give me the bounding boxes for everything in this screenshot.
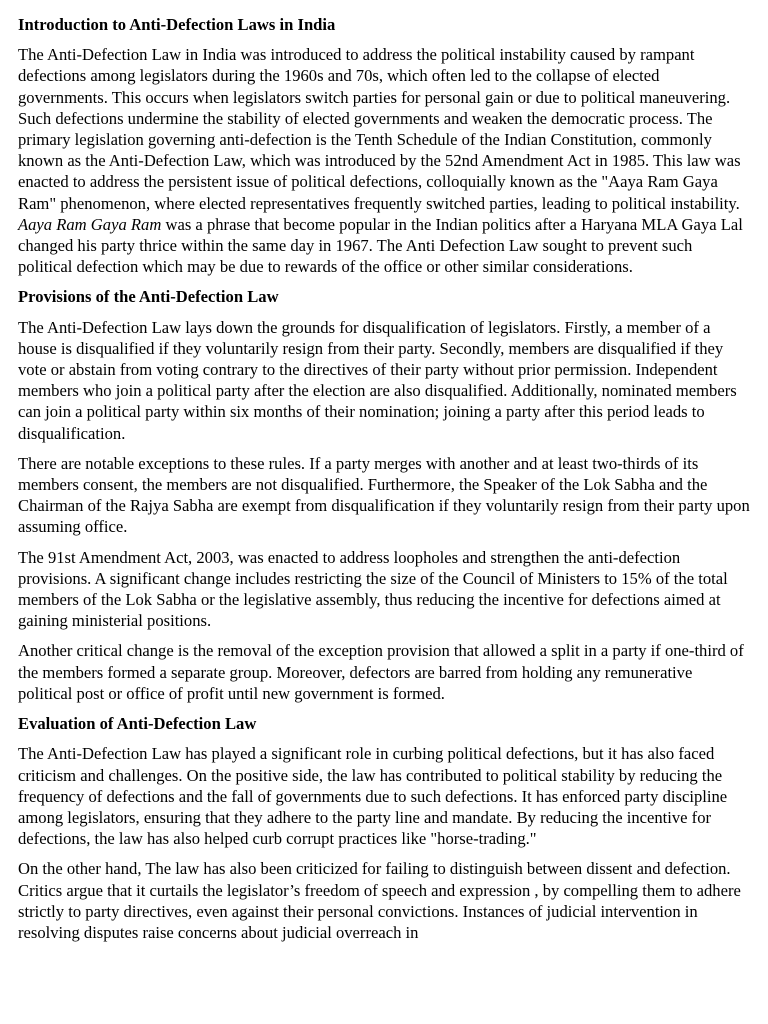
introduction-text-part-2: was a phrase that become popular in the Indian politics after a Haryana MLA Gaya Lal changed his party thrice within the same day in 1967. The Anti Defection Law sought to prevent such political defection which may be due to rewards of the office or other similar considerations. <box>18 214 743 277</box>
evaluation-paragraph-1: The Anti-Defection Law has played a significant role in curbing political defections, but it has also faced criticism and challenges. On the positive side, the law has contributed to political stability by reducing the frequency of defections and the fall of governments due to such defections. It has enforced party discipline among legislators, ensuring that they adhere to the party line and mandate. By reducing the incentive for defections, the law has also helped curb corrupt practices like "horse-trading." <box>18 744 728 849</box>
section-heading-evaluation: Evaluation of Anti-Defection Law <box>18 714 257 734</box>
provisions-paragraph-4: Another critical change is the removal of the exception provision that allowed a split in a party if one-third of the members formed a separate group. Moreover, defectors are barred from holding any remunerative political post or office of profit until new government is formed. <box>18 641 744 703</box>
section-heading-introduction: Introduction to Anti-Defection Laws in India <box>18 15 336 34</box>
provisions-paragraph-2: There are notable exceptions to these rules. If a party merges with another and at least two-thirds of its members consent, the members are not disqualified. Furthermore, the Speaker of the Lok Sabha and the Chairman of the Rajya Sabha are exempt from disqualification if they voluntarily resign from their party upon assuming office. <box>18 453 750 537</box>
introduction-paragraph <box>18 44 750 277</box>
evaluation-paragraph-2: On the other hand, The law has also been criticized for failing to distinguish between dissent and defection. Critics argue that it curtails the legislator’s freedom of speech and expression , by compelling them to adhere strictly to party directives, even against their personal convictions. Instances of judicial intervention in resolving disputes raise concerns about judicial overreach in <box>18 859 741 942</box>
introduction-text-part-1: The Anti-Defection Law in India was introduced to address the political instability caused by rampant defections among legislators during the 1960s and 70s, which often led to the collapse of elected governments. This occurs when legislators switch parties for personal gain or due to political maneuvering. Such defections undermine the stability of elected governments and weaken the democratic process. The primary legislation governing anti-defection is the Tenth Schedule of the Indian Constitution, commonly known as the Anti-Defection Law, which was introduced by the 52nd Amendment Act in 1985. This law was enacted to address the persistent issue of political defections, colloquially known as the "Aaya Ram Gaya Ram" phenomenon, where elected representatives frequently switched parties, leading to political instability. <box>18 45 741 213</box>
section-heading-provisions: Provisions of the Anti-Defection Law <box>18 287 279 307</box>
provisions-paragraph-1: The Anti-Defection Law lays down the grounds for disqualification of legislators. Firstly, a member of a house is disqualified if they voluntarily resign from their party. Secondly, members are disqualified if they vote or abstain from voting contrary to the directives of their party without prior permission. Independent members who join a political party after the election are also disqualified. Additionally, nominated members can join a political party within six months of their nomination; joining a party after this period leads to disqualification. <box>18 317 737 443</box>
provisions-paragraph-3: The 91st Amendment Act, 2003, was enacted to address loopholes and strengthen the anti-defection provisions. A significant change includes restricting the size of the Council of Ministers to 15% of the total members of the Lok Sabha or the legislative assembly, thus reducing the incentive for defections aimed at gaining ministerial positions. <box>18 547 728 631</box>
introduction-italic-phrase: Aaya Ram Gaya Ram <box>18 214 162 234</box>
